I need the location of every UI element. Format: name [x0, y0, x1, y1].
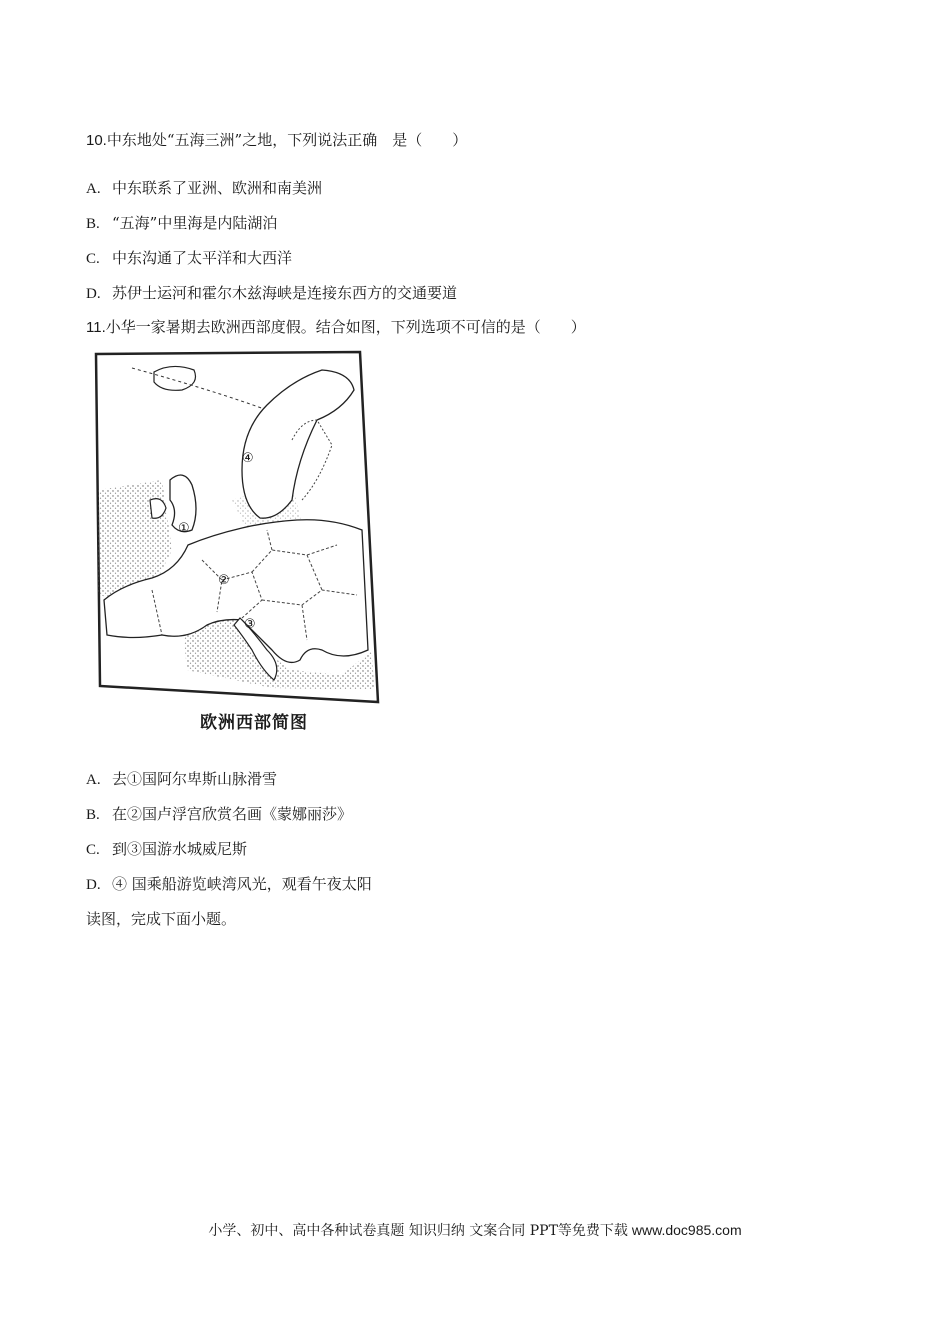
europe-west-map-figure — [92, 350, 382, 740]
option-text: ④ 国乘船游览峡湾风光，观看午夜太阳 — [112, 875, 372, 893]
option-label: A. — [86, 772, 101, 788]
question-10-stem — [86, 130, 467, 151]
option-text: 中东联系了亚洲、欧洲和南美洲 — [112, 179, 323, 197]
question-11-option-b — [86, 804, 352, 825]
option-label: D. — [86, 286, 101, 302]
option-text: 去①国阿尔卑斯山脉滑雪 — [112, 770, 278, 788]
question-11-option-d — [86, 874, 372, 895]
reading-instruction: 读图，完成下面小题。 — [86, 910, 237, 928]
question-11-option-c — [86, 839, 247, 860]
option-label: C. — [86, 842, 100, 858]
europe-west-map — [92, 350, 382, 740]
option-label: A. — [86, 181, 101, 197]
question-11-option-a — [86, 769, 277, 790]
question-text: 小华一家暑期去欧洲西部度假。结合如图，下列选项不可信的是（ ） — [105, 318, 586, 336]
marker-3: ③ — [244, 617, 256, 632]
question-10-option-b — [86, 213, 277, 234]
footer-url[interactable]: www.doc985.com — [631, 1222, 742, 1238]
iceland-outline — [154, 366, 196, 390]
marker-2: ② — [218, 573, 230, 588]
question-number: 11. — [86, 319, 106, 336]
option-text: “五海”中里海是内陆湖泊 — [112, 214, 278, 232]
page-footer — [0, 1221, 950, 1240]
marker-1: ① — [178, 521, 190, 536]
question-10-option-d — [86, 283, 457, 304]
option-text: 到③国游水城威尼斯 — [112, 840, 248, 858]
option-text: 中东沟通了太平洋和大西洋 — [112, 249, 293, 267]
option-text: 苏伊士运河和霍尔木兹海峡是连接东西方的交通要道 — [112, 284, 458, 302]
footer-text: 小学、初中、高中各种试卷真题 知识归纳 文案合同 PPT等免费下载 — [208, 1223, 628, 1239]
marker-4: ④ — [242, 451, 254, 466]
question-number: 10. — [86, 132, 107, 149]
question-10-option-c — [86, 248, 292, 269]
option-label: B. — [86, 216, 100, 232]
option-label: D. — [86, 877, 101, 893]
map-caption: 欧洲西部简图 — [200, 713, 308, 733]
question-text: 中东地处“五海三洲”之地，下列说法正确 是（ ） — [106, 131, 468, 149]
question-11-stem — [86, 317, 586, 338]
option-label: C. — [86, 251, 100, 267]
option-text: 在②国卢浮宫欣赏名画《蒙娜丽莎》 — [112, 805, 353, 823]
question-10-option-a — [86, 178, 322, 199]
option-label: B. — [86, 807, 100, 823]
